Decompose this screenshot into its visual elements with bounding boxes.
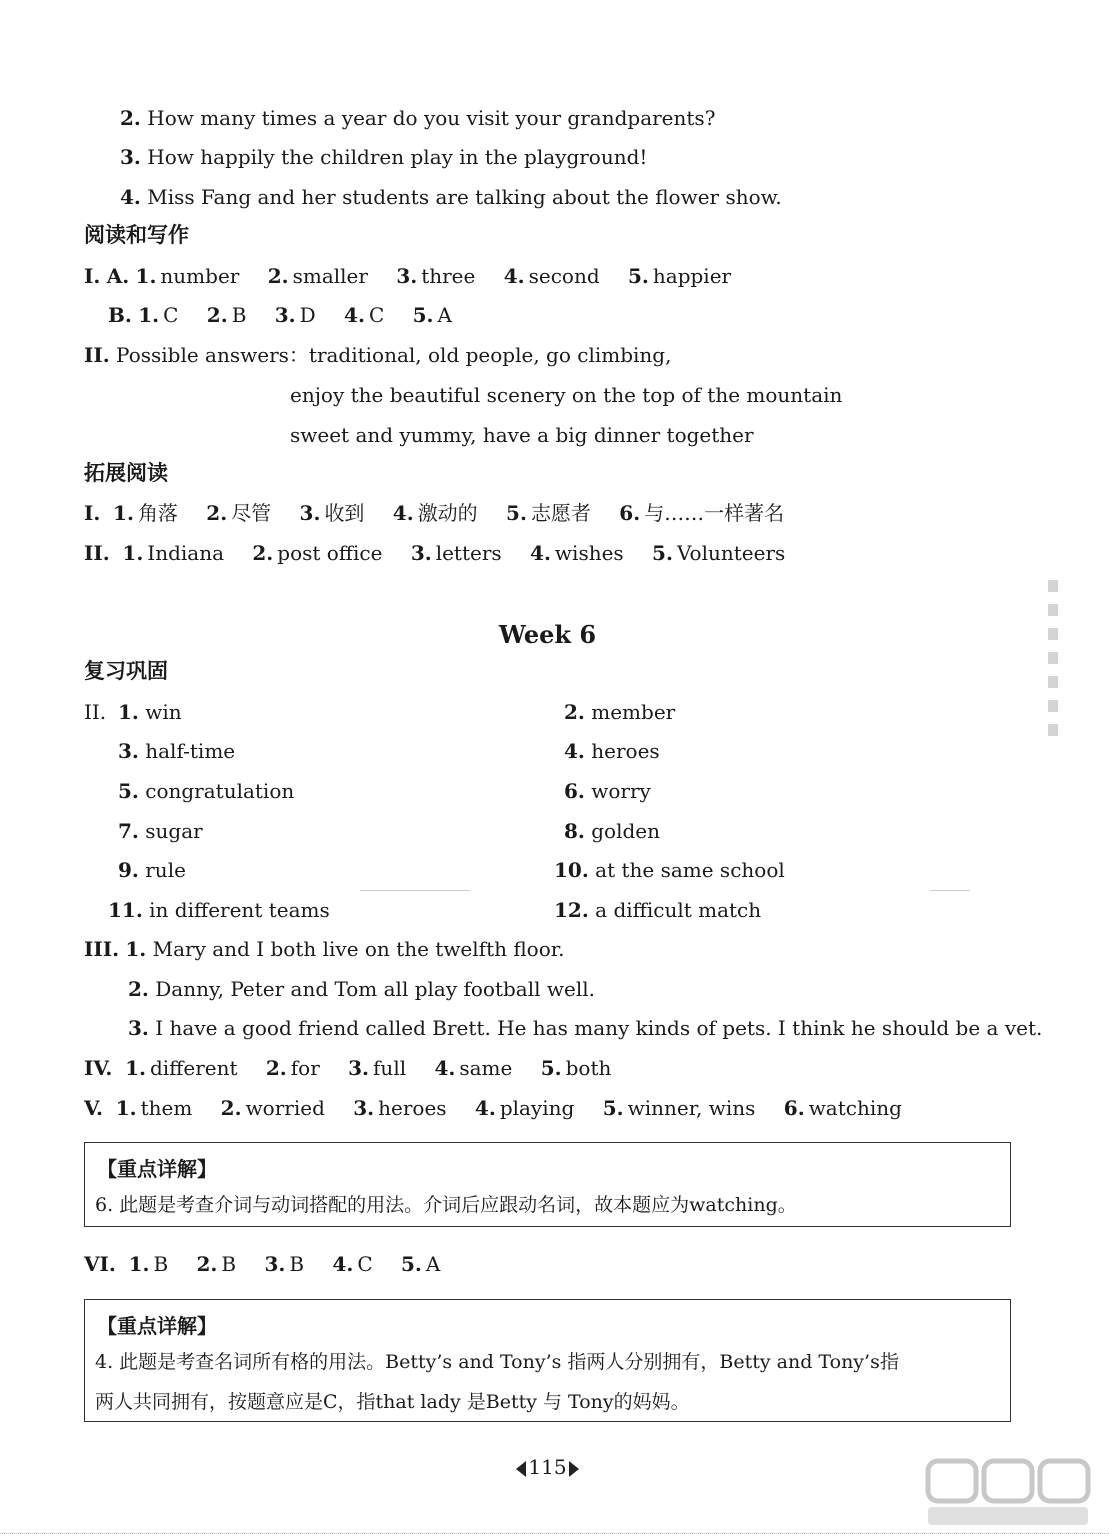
- review-part-VI: VI. 1. B 2. B 3. B 4. C 5. A: [84, 1252, 441, 1276]
- review-part-II-label: II.: [84, 700, 107, 724]
- key-explanation-heading: 【重点详解】: [97, 1314, 217, 1338]
- review-part-IV: IV. 1. different 2. for 3. full 4. same 5. both: [84, 1056, 612, 1080]
- review-II-item-9: 9. rule: [118, 858, 186, 882]
- side-tab-decoration-icon: [1040, 570, 1066, 750]
- key-explanation-heading: 【重点详解】: [97, 1157, 217, 1181]
- key-explanation-box-1: [84, 1142, 1011, 1227]
- review-part-III-3: 3. I have a good friend called Brett. He has many kinds of pets. I think he should be a vet.: [128, 1016, 1043, 1040]
- review-II-item-8: 8. golden: [564, 819, 661, 843]
- reading-part-II-line-2: enjoy the beautiful scenery on the top of the mountain: [290, 383, 843, 407]
- review-II-item-12: 12. a difficult match: [554, 898, 762, 922]
- week-title: Week 6: [498, 620, 597, 649]
- section-heading-reading-writing: 阅读和写作: [84, 223, 189, 247]
- answer-line-4: 4. Miss Fang and her students are talking about the flower show.: [120, 185, 782, 209]
- review-part-V: V. 1. them 2. worried 3. heroes 4. playing 5. winner, wins 6. watching: [84, 1096, 902, 1120]
- review-II-item-7: 7. sugar: [118, 819, 203, 843]
- review-II-item-1: 1. win: [118, 700, 182, 724]
- bottom-edge: [0, 1532, 1109, 1534]
- review-II-item-3: 3. half-time: [118, 739, 236, 763]
- review-II-item-6: 6. worry: [564, 779, 651, 803]
- review-part-III-1: III. 1. Mary and I both live on the twelfth floor.: [84, 937, 565, 961]
- review-II-item-5: 5. congratulation: [118, 779, 295, 803]
- side-tab: [1040, 570, 1066, 750]
- extended-part-II: II. 1. Indiana 2. post office 3. letters 4. wishes 5. Volunteers: [84, 541, 786, 565]
- page-number: 115: [0, 1455, 1095, 1479]
- review-part-III-2: 2. Danny, Peter and Tom all play football well.: [128, 977, 595, 1001]
- answer-line-2: 2. How many times a year do you visit your grandparents?: [120, 106, 716, 130]
- divider: [930, 890, 970, 891]
- reading-part-I-B: B. 1. C 2. B 3. D 4. C 5. A: [108, 303, 452, 327]
- section-heading-review: 复习巩固: [84, 659, 168, 683]
- arrow-left-icon: [516, 1461, 526, 1477]
- key-explanation-text-line-2: 两人共同拥有，按题意应是C，指that lady 是Betty 与 Tony的妈妈。: [95, 1391, 690, 1413]
- arrow-right-icon: [569, 1461, 579, 1477]
- reading-part-I-A: I. A. 1. number 2. smaller 3. three 4. second 5. happier: [84, 264, 732, 288]
- reading-part-II: II. Possible answers：traditional, old people, go climbing,: [84, 343, 672, 367]
- review-II-item-4: 4. heroes: [564, 739, 660, 763]
- key-explanation-text: 6. 此题是考查介词与动词搭配的用法。介词后应跟动名词，故本题应为watching。: [95, 1194, 797, 1216]
- extended-part-I: I. 1. 角落 2. 尽管 3. 收到 4. 激动的 5. 志愿者 6. 与……一样著名: [84, 501, 785, 525]
- review-II-item-10: 10. at the same school: [554, 858, 785, 882]
- section-heading-extended-reading: 拓展阅读: [84, 461, 168, 485]
- review-II-item-2: 2. member: [564, 700, 676, 724]
- reading-part-II-line-3: sweet and yummy, have a big dinner together: [290, 423, 754, 447]
- review-II-item-11: 11. in different teams: [108, 898, 330, 922]
- key-explanation-text-line-1: 4. 此题是考查名词所有格的用法。Betty’s and Tony’s 指两人分别拥有，Betty and Tony’s指: [95, 1351, 899, 1373]
- divider: [360, 890, 470, 891]
- answer-line-3: 3. How happily the children play in the playground!: [120, 145, 648, 169]
- key-explanation-box-2: [84, 1299, 1011, 1422]
- watermark-logo-icon: [922, 1455, 1097, 1530]
